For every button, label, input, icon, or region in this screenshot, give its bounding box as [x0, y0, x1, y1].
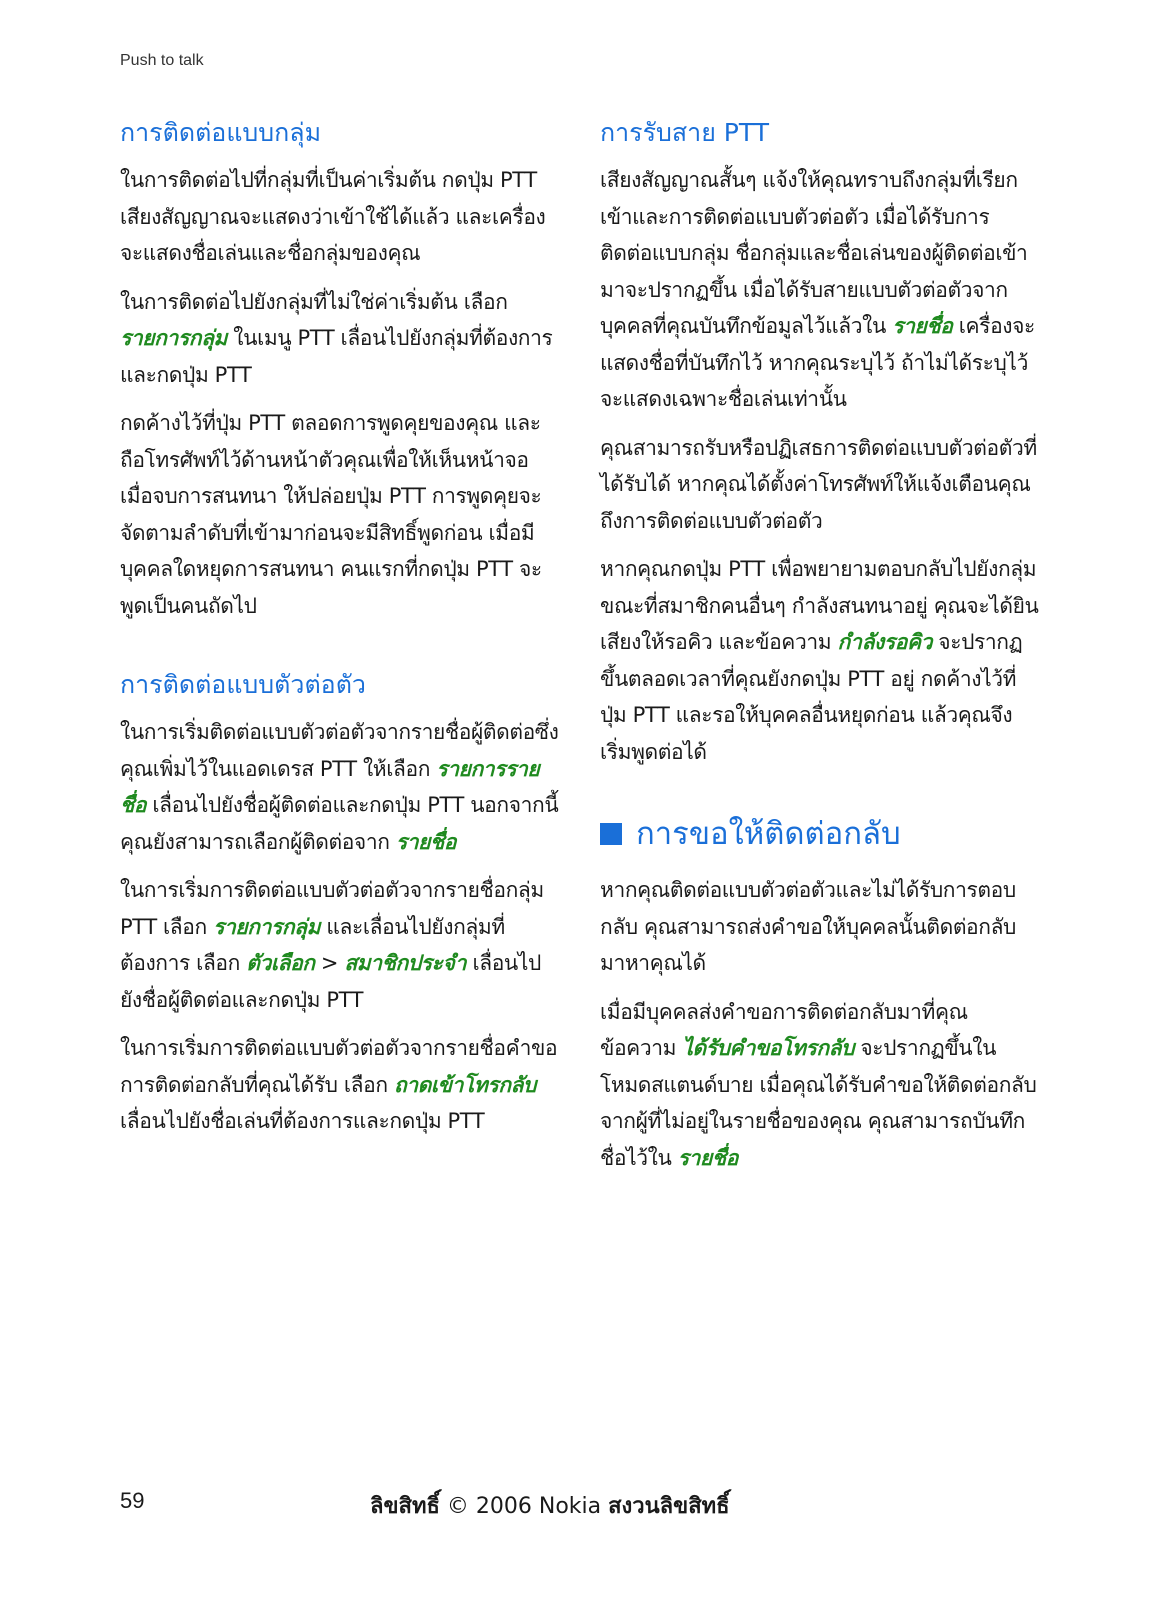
paragraph: [120, 284, 560, 394]
menu-item-callback-received: ได้รับคำขอโทรกลับ: [682, 1036, 855, 1060]
text: เสียงสัญญาณสั้นๆ แจ้งให้คุณทราบถึงกลุ่มที่เรียกเข้าและการติดต่อแบบตัวต่อตัว เมื่อได้รับการติดต่อแบบกลุ่ม ชื่อกลุ่มและชื่อเล่นของผู้ติดต่อเข้ามาจะปรากฏขึ้น เมื่อได้รับสายแบบตัวต่อตัวจากบุคคลที่คุณบันทึกข้อมูลไว้แล้วใน: [600, 168, 1028, 338]
text: จะปรากฏขึ้นในโหมดสแตนด์บาย เมื่อคุณได้รับคำขอให้ติดต่อกลับจากผู้ที่ไม่อยู่ในรายชื่อของคุณ คุณสามารถบันทึกชื่อไว้ใน: [600, 1036, 1037, 1170]
rights-reserved: สงวนลิขสิทธิ์: [608, 1494, 730, 1519]
square-bullet-icon: [600, 823, 622, 845]
paragraph: ในการติดต่อไปที่กลุ่มที่เป็นค่าเริ่มต้น กดปุ่ม PTT เสียงสัญญาณจะแสดงว่าเข้าใช้ได้แล้ว และเครื่องจะแสดงชื่อเล่นและชื่อกลุ่มของคุณ: [120, 168, 546, 265]
paragraph: กดค้างไว้ที่ปุ่ม PTT ตลอดการพูดคุยของคุณ และถือโทรศัพท์ไว้ด้านหน้าตัวคุณเพื่อให้เห็นหน้าจอ เมื่อจบการสนทนา ให้ปล่อยปุ่ม PTT การพูดคุยจะจัดตามลำดับที่เข้ามาก่อนจะมีสิทธิ์พูดก่อน เมื่อมีบุคคลใดหยุดการสนทนา คนแรกที่กดปุ่ม PTT จะพูดเป็นคนถัดไป: [120, 411, 542, 618]
menu-item-callback-inbox: ถาดเข้าโทรกลับ: [393, 1072, 536, 1097]
text: เลื่อนไปยังชื่อผู้ติดต่อและกดปุ่ม PTT: [120, 951, 541, 1012]
text: เมื่อมีบุคคลส่งคำขอการติดต่อกลับมาที่คุณ ข้อความ: [600, 999, 968, 1060]
running-head: Push to talk: [120, 52, 204, 69]
text: ในเมนู PTT เลื่อนไปยังกลุ่มที่ต้องการ และกดปุ่ม PTT: [120, 326, 553, 387]
paragraph: [120, 1030, 560, 1140]
menu-item-contacts: รายชื่อ: [892, 314, 953, 338]
copyright-year: © 2006 Nokia: [439, 1494, 609, 1519]
menu-item-group-list: รายการกลุ่ม: [120, 326, 227, 350]
separator: >: [314, 951, 345, 975]
heading-text: การขอให้ติดต่อกลับ: [636, 816, 901, 852]
menu-item-group-list: รายการกลุ่ม: [213, 914, 321, 939]
menu-item-active-members: สมาชิกประจำ: [344, 951, 467, 975]
text: ในการติดต่อไปยังกลุ่มที่ไม่ใช่ค่าเริ่มต้น เลือก: [120, 289, 508, 314]
text: ในการเริ่มติดต่อแบบตัวต่อตัวจากรายชื่อผู้ติดต่อซึ่งคุณเพิ่มไว้ในแอดเดรส PTT ให้เลือก: [120, 720, 559, 781]
paragraph: หากคุณติดต่อแบบตัวต่อตัวและไม่ได้รับการตอบกลับ คุณสามารถส่งคำขอให้บุคคลนั้นติดต่อกลับมาหาคุณได้: [600, 878, 1016, 975]
menu-item-queued: กำลังรอคิว: [837, 630, 933, 654]
text: หากคุณกดปุ่ม PTT เพื่อพยายามตอบกลับไปยังกลุ่มขณะที่สมาชิกคนอื่นๆ กำลังสนทนาอยู่ คุณจะได้ยินเสียงให้รอคิว และข้อความ: [600, 557, 1039, 654]
heading-callback-request: [600, 810, 1040, 858]
text: เครื่องจะแสดงชื่อที่บันทึกไว้ หากคุณระบุไว้ ถ้าไม่ได้ระบุไว้ จะแสดงเฉพาะชื่อเล่นเท่านั้น: [600, 314, 1035, 411]
paragraph: [120, 872, 560, 1018]
text: เลื่อนไปยังชื่อเล่นที่ต้องการและกดปุ่ม PTT: [120, 1109, 485, 1133]
paragraph: คุณสามารถรับหรือปฏิเสธการติดต่อแบบตัวต่อตัวที่ได้รับได้ หากคุณได้ตั้งค่าโทรศัพท์ให้แจ้งเตือนคุณถึงการติดต่อแบบตัวต่อตัว: [600, 435, 1037, 533]
paragraph: [600, 162, 1040, 418]
copyright-notice: [370, 1488, 730, 1523]
menu-item-options: ตัวเลือก: [246, 951, 315, 975]
right-column: [600, 112, 1040, 1188]
paragraph: [120, 714, 560, 860]
text: ในการเริ่มการติดต่อแบบตัวต่อตัวจากรายชื่อกลุ่ม PTT เลือก: [120, 878, 544, 939]
heading-receive-ptt-call: การรับสาย PTT: [600, 118, 769, 147]
paragraph: [600, 994, 1040, 1177]
paragraph: [600, 551, 1040, 770]
page-number: 59: [120, 1488, 145, 1513]
text: ในการเริ่มการติดต่อแบบตัวต่อตัวจากรายชื่อคำขอการติดต่อกลับที่คุณได้รับ เลือก: [120, 1036, 558, 1097]
heading-group-call: การติดต่อแบบกลุ่ม: [120, 118, 322, 147]
menu-item-contacts: รายชื่อ: [677, 1145, 738, 1170]
page-footer: [120, 1488, 1040, 1528]
menu-item-contact-list: รายการรายชื่อ: [120, 756, 540, 817]
menu-item-contacts: รายชื่อ: [395, 829, 457, 854]
left-column: [120, 112, 560, 1152]
heading-one-to-one-call: การติดต่อแบบตัวต่อตัว: [120, 670, 366, 699]
text: และเลื่อนไปยังกลุ่มที่ต้องการ เลือก: [120, 914, 505, 975]
text: จะปรากฏขึ้นตลอดเวลาที่คุณยังกดปุ่ม PTT อยู่ กดค้างไว้ที่ปุ่ม PTT และรอให้บุคคลอื่นหยุดก่อน แล้วคุณจึงเริ่มพูดต่อได้: [600, 630, 1023, 764]
copyright-label: ลิขสิทธิ์: [370, 1494, 440, 1519]
text: เลื่อนไปยังชื่อผู้ติดต่อและกดปุ่ม PTT นอกจากนี้ คุณยังสามารถเลือกผู้ติดต่อจาก: [120, 793, 559, 854]
